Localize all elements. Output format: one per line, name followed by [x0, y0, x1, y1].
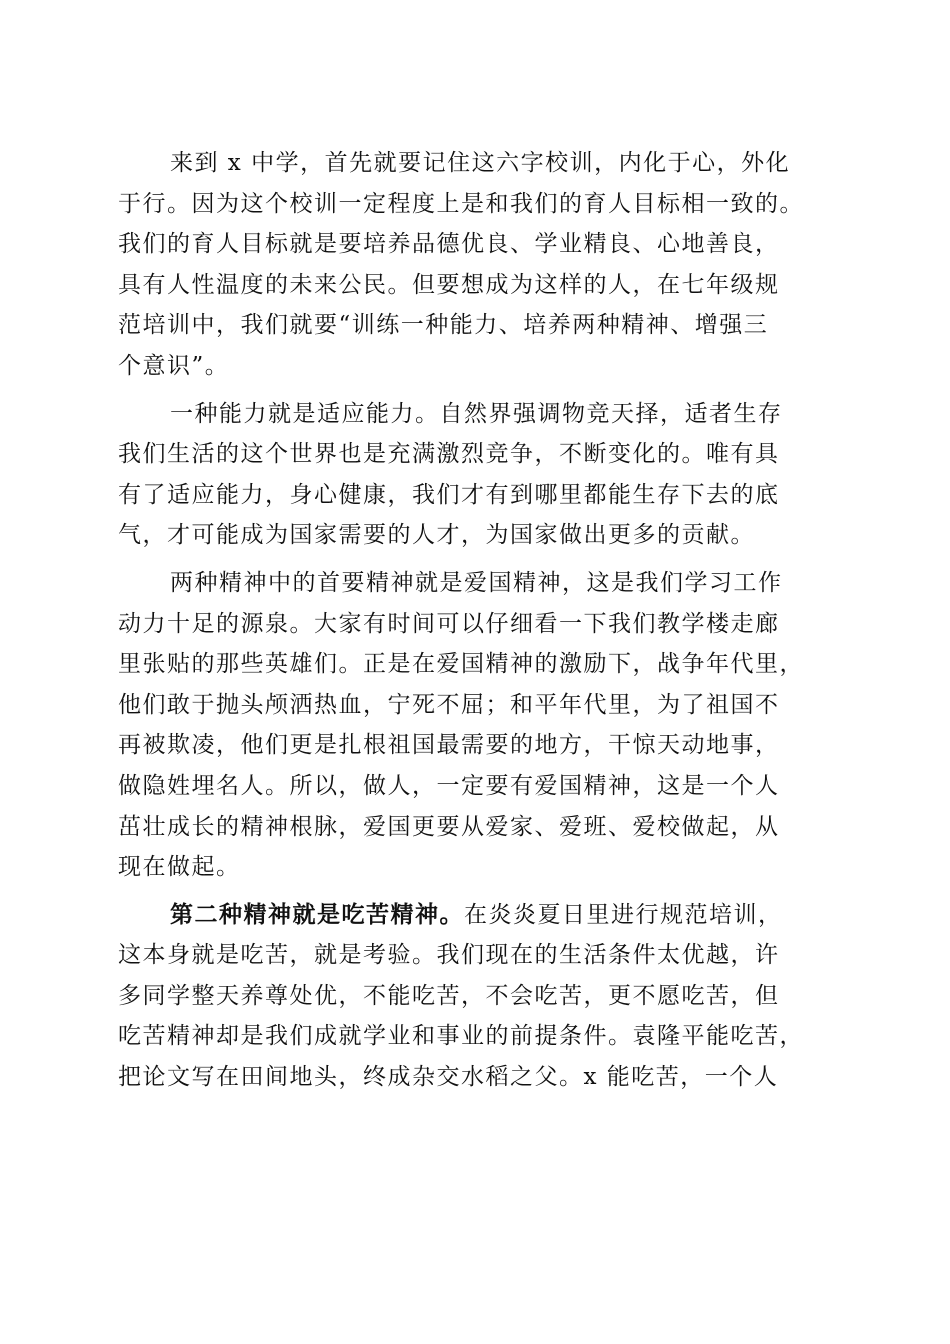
paragraph-3-line-4: 他们敢于抛头颅洒热血，宁死不屈；和平年代里，为了祖国不 [118, 691, 780, 718]
paragraph-3-line-6: 做隐姓埋名人。所以，做人，一定要有爱国精神，这是一个人 [118, 772, 780, 799]
paragraph-3-line-3: 里张贴的那些英雄们。正是在爱国精神的激励下，战争年代里， [118, 651, 804, 678]
paragraph-3-line-8: 现在做起。 [118, 854, 241, 881]
paragraph-4-line-1-rest: 在炎炎夏日里进行规范培训， [464, 901, 783, 928]
paragraph-4-line-1 [118, 895, 838, 936]
paragraph-3-line-7: 茁壮成长的精神根脉，爱国更要从爱家、爱班、爱校做起，从 [118, 813, 780, 840]
paragraph-1-line-4: 具有人性温度的未来公民。但要想成为这样的人，在七年级规 [118, 271, 780, 298]
paragraph-4-line-2: 这本身就是吃苦，就是考验。我们现在的生活条件太优越，许 [118, 942, 780, 969]
paragraph-4-lead: 第二种精神就是吃苦精神。 [170, 900, 464, 928]
paragraph-1-line-5: 范培训中，我们就要“训练一种能力、培养两种精神、增强三 [118, 312, 769, 339]
body-text [118, 143, 838, 1098]
paragraph-2-line-4: 气，才可能成为国家需要的人才，为国家做出更多的贡献。 [118, 522, 755, 549]
paragraph-3-line-2: 动力十足的源泉。大家有时间可以仔细看一下我们教学楼走廊 [118, 610, 780, 637]
paragraph-2-line-1: 一种能力就是适应能力。自然界强调物竞天择，适者生存 [170, 400, 783, 427]
paragraph-1-line-1: 来到 x 中学，首先就要记住这六字校训，内化于心，外化 [170, 150, 791, 176]
paragraph-2-line-2: 我们生活的这个世界也是充满激烈竞争，不断变化的。唯有具 [118, 441, 780, 468]
paragraph-3-line-5: 再被欺凌，他们更是扎根祖国最需要的地方，干惊天动地事， [118, 732, 780, 759]
paragraph-2-line-3: 有了适应能力，身心健康，我们才有到哪里都能生存下去的底 [118, 481, 780, 508]
paragraph-1-line-6: 个意识”。 [118, 352, 230, 379]
paragraph-4-line-3: 多同学整天养尊处优，不能吃苦，不会吃苦，更不愿吃苦，但 [118, 982, 780, 1009]
paragraph-3-line-1: 两种精神中的首要精神就是爱国精神，这是我们学习工作 [170, 569, 783, 596]
paragraph-1-line-3: 我们的育人目标就是要培养品德优良、学业精良、心地善良， [118, 231, 780, 258]
paragraph-1-line-2: 于行。因为这个校训一定程度上是和我们的育人目标相一致的。 [118, 190, 804, 217]
paragraph-4-line-5: 把论文写在田间地头，终成杂交水稻之父。x 能吃苦，一个人 [118, 1064, 779, 1091]
paragraph-4-line-4: 吃苦精神却是我们成就学业和事业的前提条件。袁隆平能吃苦， [118, 1023, 804, 1050]
